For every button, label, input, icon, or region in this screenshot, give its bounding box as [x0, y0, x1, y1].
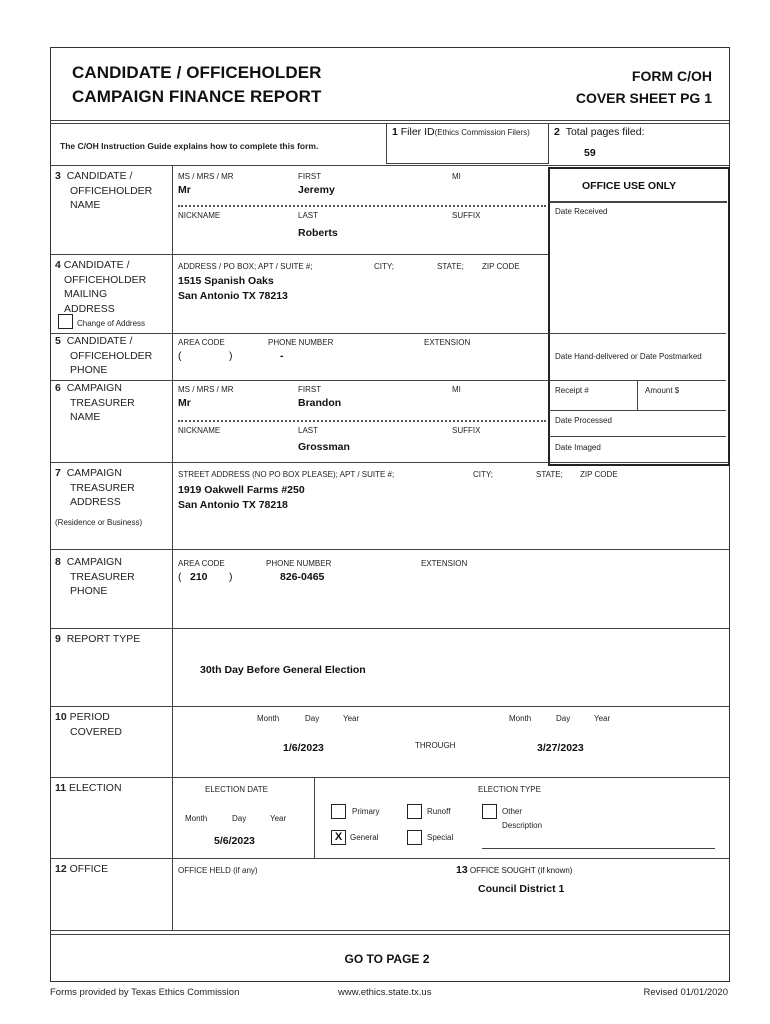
s5-label: 5 CANDIDATE / OFFICEHOLDER PHONE	[55, 335, 153, 376]
election-date-value[interactable]: 5/6/2023	[214, 835, 255, 847]
s3-first-label: FIRST	[298, 172, 322, 181]
s7-note: (Residence or Business)	[55, 518, 143, 527]
total-pages-label: 2 Total pages filed:	[554, 126, 645, 138]
s5-area-label: AREA CODE	[178, 338, 225, 347]
s6-last-value[interactable]: Grossman	[298, 441, 350, 453]
s11-day-label: Day	[232, 814, 247, 823]
s6-nickname-label: NICKNAME	[178, 426, 221, 435]
footer-website[interactable]: www.ethics.state.tx.us	[338, 987, 432, 998]
s3-first-value[interactable]: Jeremy	[298, 184, 335, 196]
s8-label: 8 CAMPAIGN TREASURER PHONE	[55, 556, 135, 597]
s4-label: 4 CANDIDATE / OFFICEHOLDER MAILING ADDRESS	[55, 259, 147, 315]
s10-to-day-label: Day	[556, 714, 571, 723]
s10-label: 10 PERIOD COVERED	[55, 711, 122, 738]
s5-phone-value[interactable]: -	[280, 350, 284, 362]
s8-paren-close: )	[229, 571, 233, 583]
special-checkbox[interactable]	[407, 830, 422, 845]
description-line[interactable]	[482, 848, 715, 849]
office-sought-value[interactable]: Council District 1	[478, 883, 565, 895]
go-to-page-2: GO TO PAGE 2	[344, 952, 430, 966]
s3-title-label: MS / MRS / MR	[178, 172, 234, 181]
special-label: Special	[427, 833, 454, 842]
s6-title-value[interactable]: Mr	[178, 397, 191, 409]
runoff-checkbox[interactable]	[407, 804, 422, 819]
s4-zip-label: ZIP CODE	[482, 262, 520, 271]
s10-from-year-label: Year	[343, 714, 360, 723]
s5-paren-open: (	[178, 350, 182, 362]
s3-last-value[interactable]: Roberts	[298, 227, 338, 239]
s7-address-label: STREET ADDRESS (NO PO BOX PLEASE); APT / SUITE #;	[178, 470, 395, 479]
s3-title-value[interactable]: Mr	[178, 184, 191, 196]
s4-state-label: STATE;	[437, 262, 464, 271]
s9-label: 9 REPORT TYPE	[55, 633, 141, 645]
s10-to-month-label: Month	[509, 714, 532, 723]
s3-last-label: LAST	[298, 211, 319, 220]
s3-nickname-label: NICKNAME	[178, 211, 221, 220]
s6-suffix-label: SUFFIX	[452, 426, 481, 435]
total-pages-value[interactable]: 59	[584, 147, 596, 159]
election-date-label: ELECTION DATE	[205, 785, 268, 794]
s8-area-label: AREA CODE	[178, 559, 225, 568]
s6-first-value[interactable]: Brandon	[298, 397, 342, 409]
s8-paren-open: (	[178, 571, 182, 583]
description-label: Description	[502, 821, 543, 830]
s5-phone-label: PHONE NUMBER	[268, 338, 334, 347]
form-id-line1: FORM C/OH	[631, 68, 712, 84]
s7-address-line2[interactable]: San Antonio TX 78218	[178, 499, 288, 511]
date-processed-label: Date Processed	[555, 416, 612, 425]
s8-phone-value[interactable]: 826-0465	[280, 571, 325, 583]
footer-provider: Forms provided by Texas Ethics Commission	[50, 987, 240, 998]
form-id-line2: COVER SHEET PG 1	[575, 90, 712, 106]
s7-label: 7 CAMPAIGN TREASURER ADDRESS	[55, 467, 135, 508]
general-checkbox[interactable]: X	[331, 830, 346, 845]
s11-year-label: Year	[270, 814, 287, 823]
s8-ext-label: EXTENSION	[421, 559, 468, 568]
s6-last-label: LAST	[298, 426, 319, 435]
s7-address-line1[interactable]: 1919 Oakwell Farms #250	[178, 484, 305, 496]
s5-ext-label: EXTENSION	[424, 338, 471, 347]
footer-revised: Revised 01/01/2020	[643, 987, 728, 998]
s11-label: 11 ELECTION	[55, 782, 122, 794]
s10-to-year-label: Year	[594, 714, 611, 723]
s3-label: 3 CANDIDATE / OFFICEHOLDER NAME	[55, 170, 153, 211]
s6-first-label: FIRST	[298, 385, 322, 394]
amount-label: Amount $	[645, 386, 680, 395]
general-label: General	[350, 833, 379, 842]
s6-title-label: MS / MRS / MR	[178, 385, 234, 394]
s12-label: 12 OFFICE	[55, 863, 109, 875]
filer-id-label: 1 Filer ID(Ethics Commission Filers)	[392, 126, 530, 138]
s4-city-label: CITY;	[374, 262, 394, 271]
date-received-label: Date Received	[555, 207, 608, 216]
period-to-value[interactable]: 3/27/2023	[537, 742, 584, 754]
runoff-label: Runoff	[427, 807, 451, 816]
date-imaged-label: Date Imaged	[555, 443, 601, 452]
office-sought-label: 13 OFFICE SOUGHT (if known)	[456, 864, 573, 876]
election-type-label: ELECTION TYPE	[478, 785, 541, 794]
s3-suffix-label: SUFFIX	[452, 211, 481, 220]
s10-from-day-label: Day	[305, 714, 320, 723]
report-type-value[interactable]: 30th Day Before General Election	[200, 664, 366, 676]
s8-area-value[interactable]: 210	[190, 571, 208, 583]
other-label: Other	[502, 807, 523, 816]
period-from-value[interactable]: 1/6/2023	[283, 742, 324, 754]
s4-address-line2[interactable]: San Antonio TX 78213	[178, 290, 288, 302]
office-held-label: OFFICE HELD (if any)	[178, 866, 258, 875]
form-title-line2: CAMPAIGN FINANCE REPORT	[72, 87, 322, 106]
s8-phone-label: PHONE NUMBER	[266, 559, 332, 568]
s4-address-label: ADDRESS / PO BOX; APT / SUITE #;	[178, 262, 313, 271]
s7-zip-label: ZIP CODE	[580, 470, 618, 479]
change-of-address-label: Change of Address	[77, 319, 146, 328]
s3-mi-label: MI	[452, 172, 461, 181]
s10-from-month-label: Month	[257, 714, 280, 723]
office-use-title: OFFICE USE ONLY	[582, 180, 677, 192]
s7-state-label: STATE;	[536, 470, 563, 479]
s4-address-line1[interactable]: 1515 Spanish Oaks	[178, 275, 274, 287]
date-hand-label: Date Hand-delivered or Date Postmarked	[555, 352, 702, 361]
s6-mi-label: MI	[452, 385, 461, 394]
form-title-line1: CANDIDATE / OFFICEHOLDER	[72, 63, 322, 82]
s11-month-label: Month	[185, 814, 208, 823]
through-label: THROUGH	[415, 741, 456, 750]
instruction-text: The C/OH Instruction Guide explains how to complete this form.	[60, 141, 319, 151]
receipt-label: Receipt #	[555, 386, 589, 395]
s7-city-label: CITY;	[473, 470, 493, 479]
primary-checkbox[interactable]	[331, 804, 346, 819]
change-of-address-checkbox[interactable]	[58, 314, 73, 329]
other-checkbox[interactable]	[482, 804, 497, 819]
s5-paren-close: )	[229, 350, 233, 362]
s6-label: 6 CAMPAIGN TREASURER NAME	[55, 382, 135, 423]
primary-label: Primary	[352, 807, 380, 816]
